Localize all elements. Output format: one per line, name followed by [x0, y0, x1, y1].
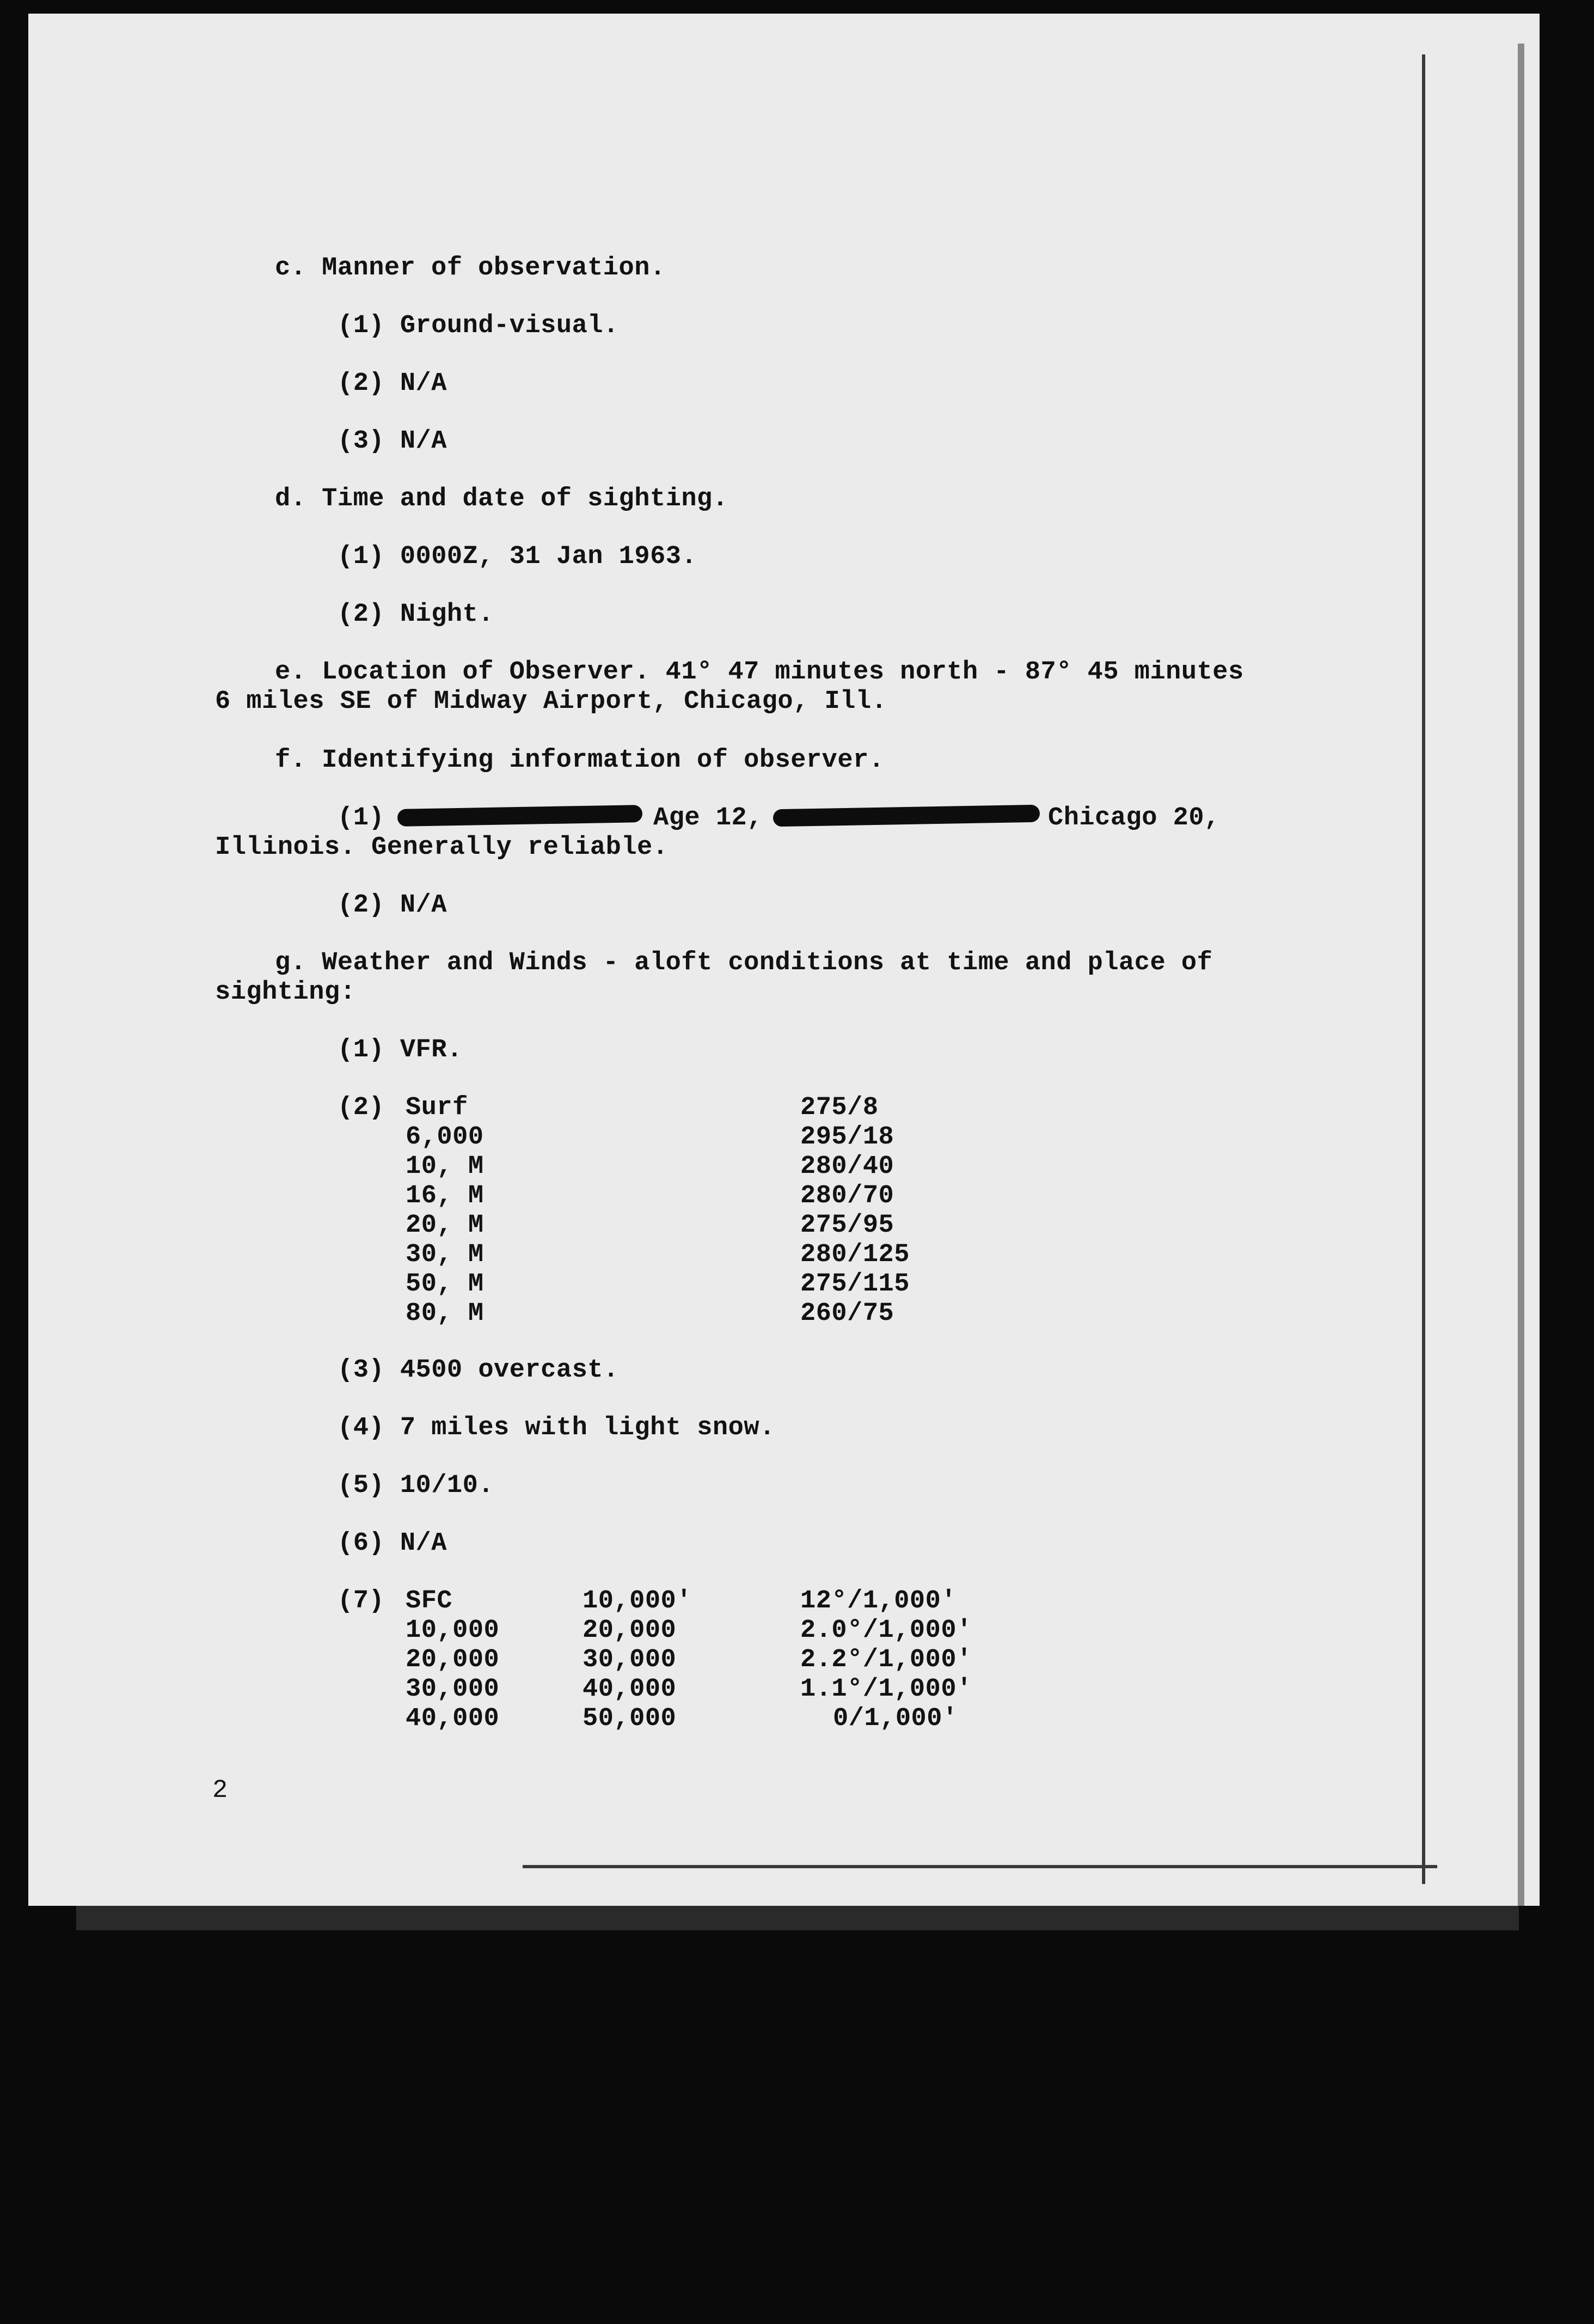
section-c-heading: c. Manner of observation. — [275, 254, 666, 283]
section-e-line-2: 6 miles SE of Midway Airport, Chicago, Ill. — [215, 687, 887, 716]
lapse-from: SFC — [406, 1587, 453, 1616]
page-edge — [1518, 44, 1524, 1906]
lapse-rate: 2.0°/1,000' — [800, 1616, 972, 1645]
lapse-from: 30,000 — [406, 1675, 500, 1704]
page-shadow — [76, 1906, 1519, 1930]
winds-value: 280/40 — [800, 1152, 894, 1181]
winds-altitude: 20, M — [406, 1211, 484, 1240]
section-g-item-6: (6) N/A — [338, 1529, 447, 1558]
winds-altitude: 6,000 — [406, 1123, 484, 1152]
section-c-item-1: (1) Ground-visual. — [338, 311, 619, 340]
section-g-item-4: (4) 7 miles with light snow. — [338, 1414, 775, 1442]
lapse-from: 40,000 — [406, 1704, 500, 1733]
section-e-line-1: e. Location of Observer. 41° 47 minutes north - 87° 45 minutes — [275, 658, 1244, 687]
winds-value: 280/125 — [800, 1240, 910, 1269]
winds-value: 260/75 — [800, 1299, 894, 1328]
section-g-item-7-label: (7) — [338, 1587, 385, 1616]
section-c-item-3: (3) N/A — [338, 427, 447, 456]
section-f-heading: f. Identifying information of observer. — [275, 746, 885, 775]
lapse-from: 10,000 — [406, 1616, 500, 1645]
lapse-rate: 1.1°/1,000' — [800, 1675, 972, 1704]
lapse-to: 30,000 — [583, 1646, 677, 1674]
section-d-heading: d. Time and date of sighting. — [275, 485, 728, 513]
bottom-rule — [523, 1865, 1437, 1868]
section-g-item-1: (1) VFR. — [338, 1036, 463, 1065]
lapse-to: 40,000 — [583, 1675, 677, 1704]
winds-altitude: 16, M — [406, 1182, 484, 1210]
page-fold-line — [1422, 54, 1425, 1884]
lapse-from: 20,000 — [406, 1646, 500, 1674]
section-f-item-1-line-2: Illinois. Generally reliable. — [215, 833, 669, 862]
winds-value: 280/70 — [800, 1182, 894, 1210]
winds-value: 275/115 — [800, 1270, 910, 1299]
section-d-item-2: (2) Night. — [338, 600, 494, 629]
section-c-item-2: (2) N/A — [338, 369, 447, 398]
winds-value: 275/95 — [800, 1211, 894, 1240]
section-d-item-1: (1) 0000Z, 31 Jan 1963. — [338, 542, 697, 571]
lapse-rate: 0/1,000' — [833, 1704, 958, 1733]
lapse-rate: 12°/1,000' — [800, 1587, 957, 1616]
winds-altitude: 80, M — [406, 1299, 484, 1328]
observer-city: Chicago 20, — [1048, 804, 1220, 833]
lapse-to: 20,000 — [583, 1616, 677, 1645]
section-f-item-1-label: (1) — [338, 804, 385, 833]
section-g-item-5: (5) 10/10. — [338, 1471, 494, 1500]
section-g-item-3: (3) 4500 overcast. — [338, 1356, 619, 1385]
lapse-to: 10,000' — [583, 1587, 692, 1616]
observer-age: Age 12, — [653, 804, 763, 833]
section-f-item-2: (2) N/A — [338, 891, 447, 920]
winds-value: 275/8 — [800, 1093, 879, 1122]
lapse-rate: 2.2°/1,000' — [800, 1646, 972, 1674]
page-number: 2 — [212, 1776, 228, 1805]
section-g-line-1: g. Weather and Winds - aloft conditions at time and place of — [275, 949, 1213, 977]
winds-value: 295/18 — [800, 1123, 894, 1152]
section-g-line-2: sighting: — [215, 978, 356, 1007]
section-g-item-2-label: (2) — [338, 1093, 385, 1122]
winds-altitude: Surf — [406, 1093, 468, 1122]
lapse-to: 50,000 — [583, 1704, 677, 1733]
winds-altitude: 50, M — [406, 1270, 484, 1299]
winds-altitude: 30, M — [406, 1240, 484, 1269]
winds-altitude: 10, M — [406, 1152, 484, 1181]
